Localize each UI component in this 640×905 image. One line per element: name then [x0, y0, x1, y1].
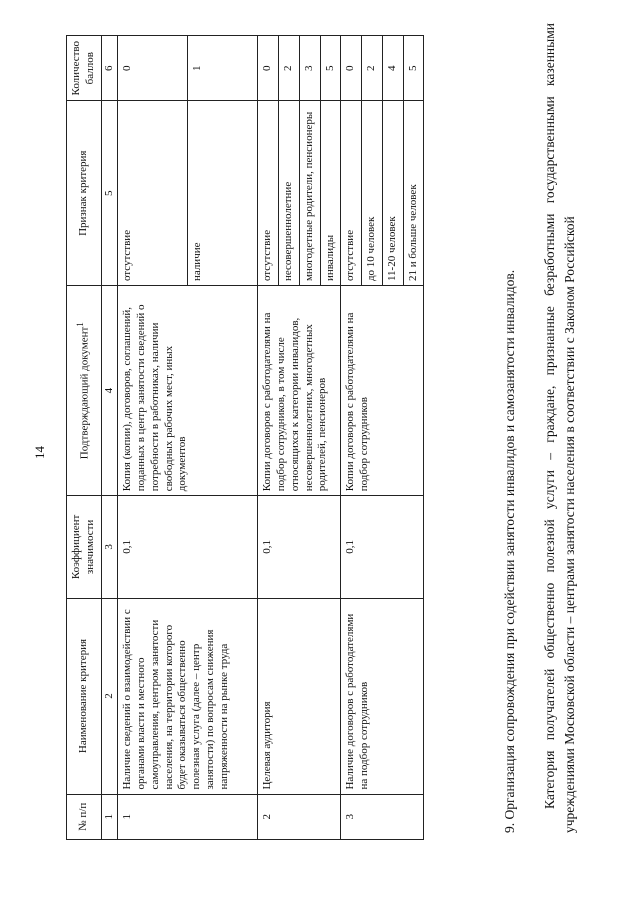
header-coef: Коэффициент значимости: [67, 496, 102, 598]
coefficient: 0,1: [341, 496, 424, 598]
header-doc-text: Подтверждающий документ: [78, 326, 91, 460]
header-num: № п/п: [67, 794, 102, 839]
criterion-sign: наличие: [188, 101, 258, 286]
criterion-sign: отсутствие: [118, 101, 188, 286]
row-num: 3: [341, 794, 424, 839]
criterion-sign: многодетные родители, пенсионеры: [299, 101, 320, 286]
col-number: 6: [101, 36, 118, 101]
table-row: [258, 36, 279, 840]
criterion-sign: инвалиды: [320, 101, 341, 286]
col-number: 4: [101, 286, 118, 496]
col-number: 2: [101, 598, 118, 794]
score: 2: [279, 36, 300, 101]
criteria-table: [66, 35, 424, 840]
criterion-sign: до 10 человек: [362, 101, 383, 286]
criterion-sign: отсутствие: [341, 101, 362, 286]
criterion-name: Наличие договоров с работодателями на подбор сотрудников: [341, 598, 424, 794]
section-title: 9. Организация сопровождения при содействии занятости инвалидов и самозанятости инвалидов.: [502, 269, 517, 833]
header-sign: Признак критерия: [67, 101, 102, 286]
criterion-sign: несовершеннолетние: [279, 101, 300, 286]
coefficient: 0,1: [258, 496, 341, 598]
criterion-sign: отсутствие: [258, 101, 279, 286]
header-doc: [67, 286, 102, 496]
header-score: Количество баллов: [67, 36, 102, 101]
body-paragraph: Категория получателей общественно полезной услуги – граждане, признанные безработными государственными казенными учреждениями Московской области – центрами занятости населения в соответствии с Законом Российской: [542, 23, 577, 833]
coefficient: 0,1: [118, 496, 258, 598]
page-number: 14: [32, 446, 47, 459]
criterion-name: Наличие сведений о взаимодействии с органами власти и местного самоуправления, центром занятости населения, на территории которого будет оказываться общественно полезная услуга (далее – центр занятости) по вопросам снижения напряженности на рынке труда: [118, 598, 258, 794]
score: 1: [188, 36, 258, 101]
supporting-document: Копия (копии), договоров, соглашений, поданных в центр занятости сведений о потребности в работниках, наличии свободных рабочих мест, иных документов: [118, 286, 258, 496]
criterion-sign: 21 и больше человек: [403, 101, 424, 286]
col-number: 1: [101, 794, 118, 839]
criterion-sign: 11-20 человек: [382, 101, 403, 286]
col-number: 3: [101, 496, 118, 598]
score: 5: [403, 36, 424, 101]
criterion-name: Целевая аудитория: [258, 598, 341, 794]
score: 5: [320, 36, 341, 101]
score: 0: [118, 36, 188, 101]
footnote-marker: 1: [75, 322, 86, 327]
col-number: 5: [101, 101, 118, 286]
score: 0: [341, 36, 362, 101]
supporting-document: Копии договоров с работодателями на подбор сотрудников, в том числе относящихся к категории инвалидов, несовершеннолетних, многодетных родителей, пенсионеров: [258, 286, 341, 496]
column-number-row: [101, 36, 118, 840]
table-row: [341, 36, 362, 840]
row-num: 1: [118, 794, 258, 839]
score: 0: [258, 36, 279, 101]
table-row: [118, 36, 188, 840]
supporting-document: Копии договоров с работодателями на подбор сотрудников: [341, 286, 424, 496]
score: 3: [299, 36, 320, 101]
row-num: 2: [258, 794, 341, 839]
table-header-row: [67, 36, 102, 840]
score: 4: [382, 36, 403, 101]
score: 2: [362, 36, 383, 101]
header-name: Наименование критерия: [67, 598, 102, 794]
